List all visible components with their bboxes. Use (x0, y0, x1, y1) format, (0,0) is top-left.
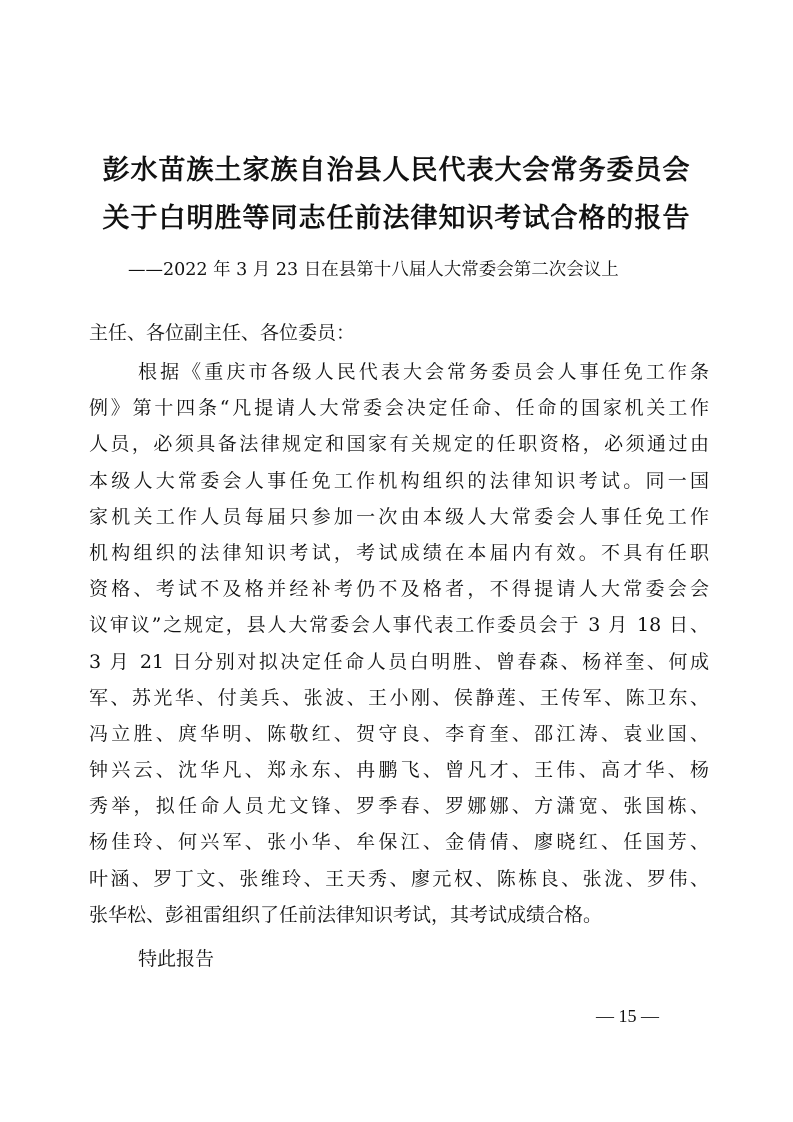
closing-text: 特此报告 (138, 948, 215, 970)
page-number: — 15 — (596, 1006, 659, 1026)
body-line: 机构组织的法律知识考试，考试成绩在本届内有效。不具有任职 (89, 541, 709, 564)
body-line: 张华松、彭祖雷组织了任前法律知识考试，其考试成绩合格。 (89, 903, 603, 926)
body-line: 冯立胜、庹华明、陈敬红、贺守良、李育奎、邵江涛、袁业国、 (89, 722, 709, 745)
body-line: 钟兴云、沈华凡、郑永东、冉鹏飞、曾凡才、王伟、高才华、杨 (89, 759, 709, 782)
body-line: 人员，必须具备法律规定和国家有关规定的任职资格，必须通过由 (89, 433, 709, 456)
body-line: 军、苏光华、付美兵、张波、王小刚、侯静莲、王传军、陈卫东、 (89, 686, 709, 709)
document-title-line-1: 彭水苗族土家族自治县人民代表大会常务委员会 (102, 155, 691, 186)
document-subtitle: ——2022 年 3 月 23 日在县第十八届人大常委会第二次会议上 (128, 260, 619, 280)
body-line: 秀举，拟任命人员尤文锋、罗季春、罗娜娜、方潇宽、张国栋、 (89, 795, 709, 818)
body-line: 根据《重庆市各级人民代表大会常务委员会人事任免工作条 (138, 361, 709, 383)
body-paragraph (89, 354, 709, 933)
body-line: 本级人大常委会人事任免工作机构组织的法律知识考试。同一国 (89, 469, 709, 492)
body-line: 例》第十四条“凡提请人大常委会决定任命、任命的国家机关工作 (89, 397, 709, 420)
document-title-line-2: 关于白明胜等同志任前法律知识考试合格的报告 (102, 203, 691, 234)
body-line: 家机关工作人员每届只参加一次由本级人大常委会人事任免工作 (89, 505, 709, 528)
body-line: 3 月 21 日分别对拟决定任命人员白明胜、曾春森、杨祥奎、何成 (89, 650, 709, 673)
salutation: 主任、各位副主任、各位委员： (89, 322, 356, 344)
body-line: 资格、考试不及格并经补考仍不及格者，不得提请人大常委会会 (89, 578, 709, 601)
body-line: 叶涵、罗丁文、张维玲、王天秀、廖元权、陈栋良、张泷、罗伟、 (89, 867, 709, 890)
body-line: 议审议”之规定，县人大常委会人事代表工作委员会于 3 月 18 日、 (89, 614, 709, 637)
body-line: 杨佳玲、何兴军、张小华、牟保江、金倩倩、廖晓红、任国芳、 (89, 831, 709, 854)
